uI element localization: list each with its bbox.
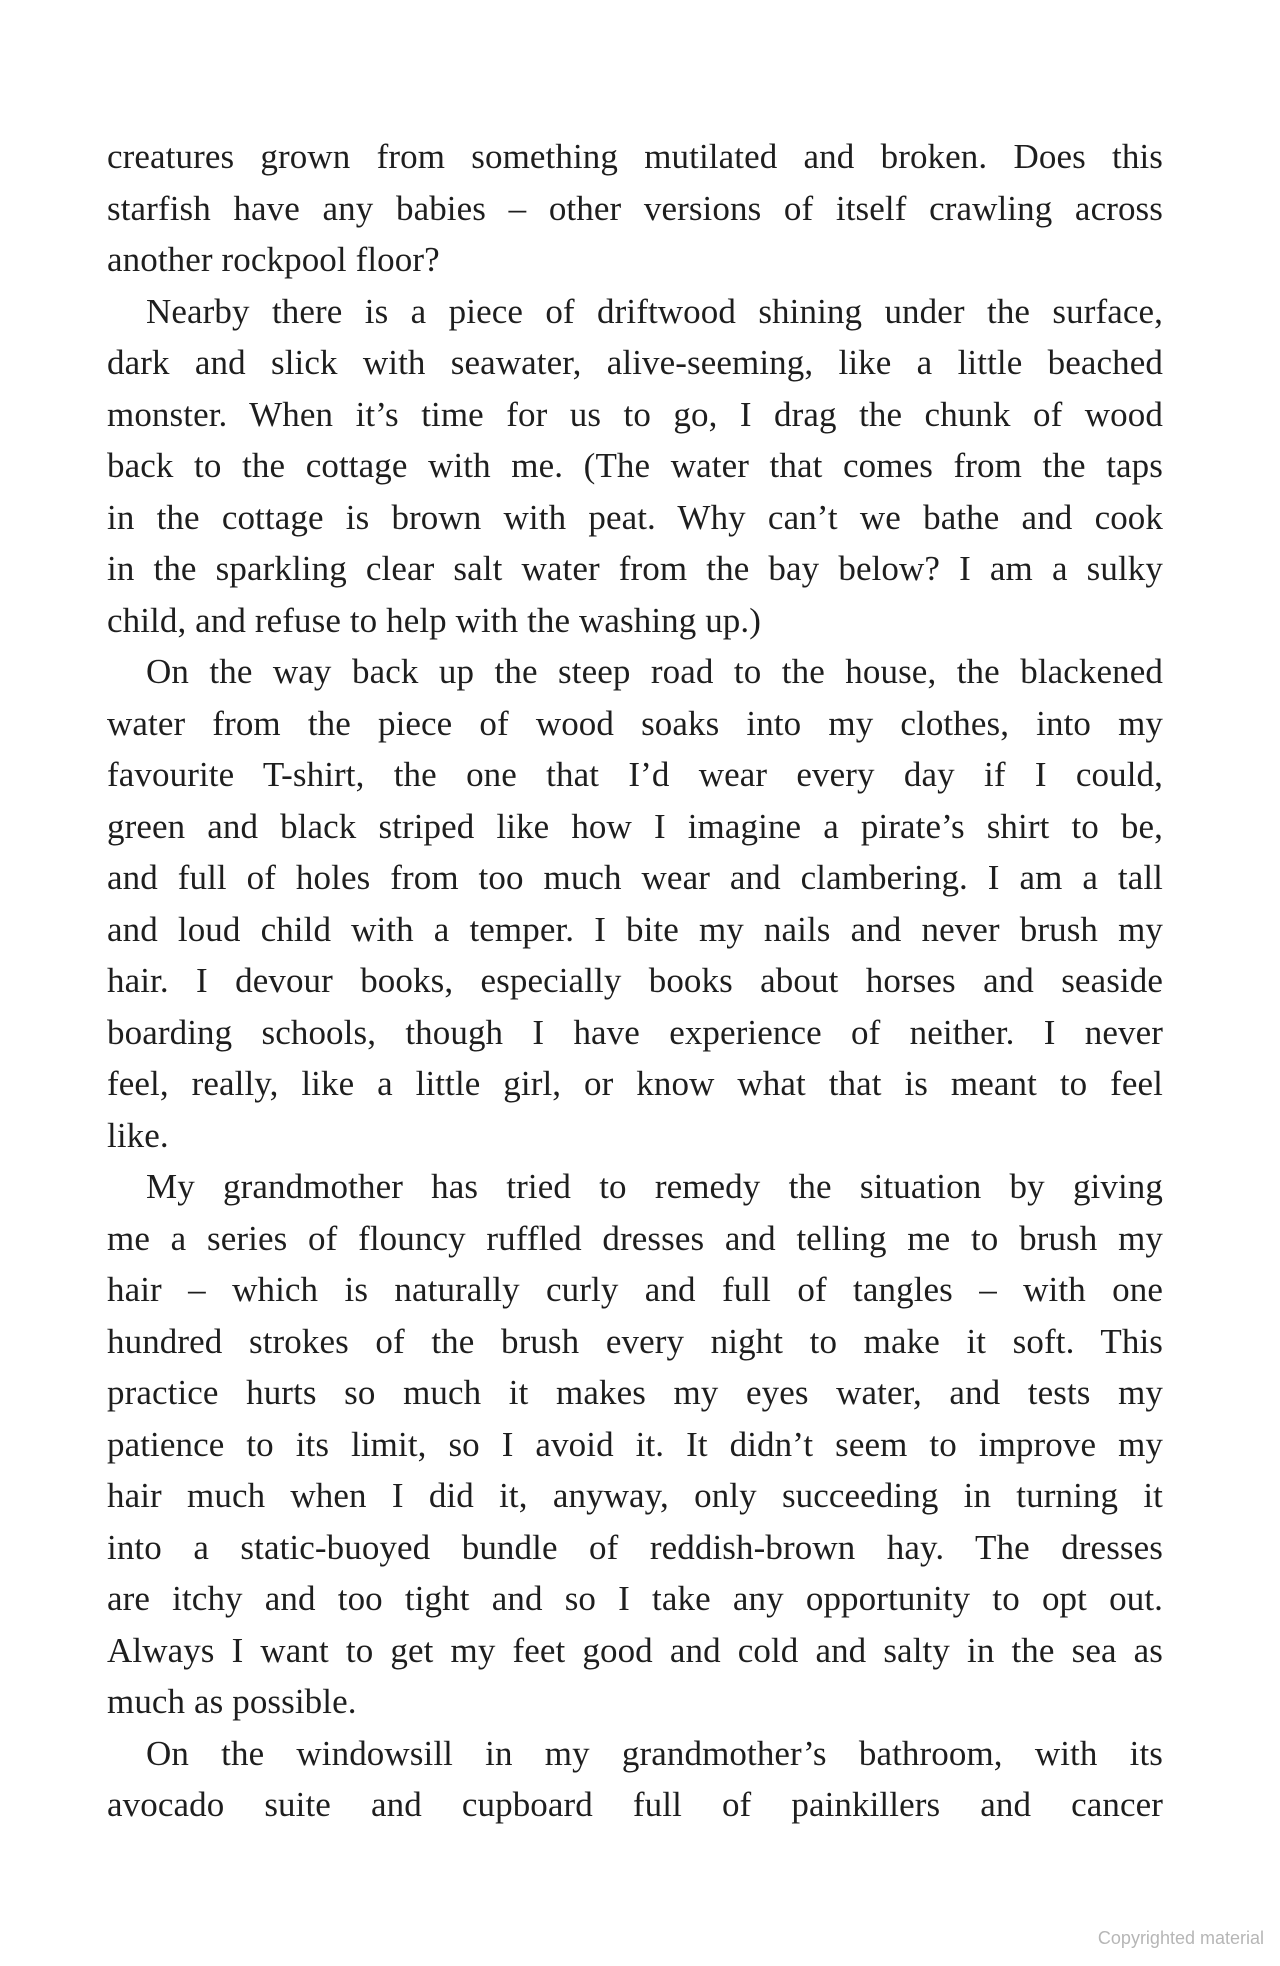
text-line: On the way back up the steep road to the house, the blackened: [146, 652, 1163, 691]
text-line: favourite T-shirt, the one that I’d wear every day if I could,: [107, 755, 1163, 794]
text-line: creatures grown from something mutilated and broken. Does this: [107, 137, 1163, 176]
text-line: My grandmother has tried to remedy the situation by giving: [146, 1167, 1163, 1206]
text-line: feel, really, like a little girl, or know what that is meant to feel: [107, 1064, 1163, 1103]
text-line: me a series of flouncy ruffled dresses and telling me to brush my: [107, 1218, 1163, 1258]
text-line: patience to its limit, so I avoid it. It didn’t seem to improve my: [107, 1424, 1163, 1464]
text-line: hair much when I did it, anyway, only succeeding in turning it: [107, 1476, 1163, 1515]
page-text-block: [107, 131, 1163, 1831]
text-line: hundred strokes of the brush every night to make it soft. This: [107, 1321, 1163, 1361]
text-line: like.: [107, 1115, 169, 1155]
text-line: and full of holes from too much wear and clambering. I am a tall: [107, 858, 1163, 897]
text-line: water from the piece of wood soaks into my clothes, into my: [107, 703, 1163, 743]
text-line: in the sparkling clear salt water from the bay below? I am a sulky: [107, 549, 1163, 588]
text-line: starfish have any babies – other versions of itself crawling across: [107, 188, 1163, 228]
text-line: monster. When it’s time for us to go, I drag the chunk of wood: [107, 394, 1163, 434]
text-line: green and black striped like how I imagine a pirate’s shirt to be,: [107, 806, 1163, 846]
text-line: another rockpool floor?: [107, 240, 440, 279]
text-line: practice hurts so much it makes my eyes water, and tests my: [107, 1373, 1163, 1412]
text-line: Nearby there is a piece of driftwood shining under the surface,: [146, 291, 1163, 331]
text-line: avocado suite and cupboard full of painkillers and cancer: [107, 1785, 1163, 1824]
text-line: child, and refuse to help with the washing up.): [107, 600, 761, 640]
text-line: dark and slick with seawater, alive-seeming, like a little beached: [107, 343, 1163, 382]
text-line: back to the cottage with me. (The water that comes from the taps: [107, 446, 1163, 485]
text-line: On the windowsill in my grandmother’s bathroom, with its: [146, 1733, 1163, 1773]
text-line: hair. I devour books, especially books about horses and seaside: [107, 961, 1163, 1000]
text-line: in the cottage is brown with peat. Why can’t we bathe and cook: [107, 497, 1163, 537]
text-line: are itchy and too tight and so I take any opportunity to opt out.: [107, 1579, 1163, 1618]
text-line: Always I want to get my feet good and cold and salty in the sea as: [107, 1630, 1163, 1670]
text-line: hair – which is naturally curly and full of tangles – with one: [107, 1270, 1163, 1309]
copyright-watermark: Copyrighted material: [1097, 1928, 1264, 1948]
text-line: much as possible.: [107, 1682, 357, 1721]
text-line: boarding schools, though I have experience of neither. I never: [107, 1012, 1163, 1052]
text-line: into a static-buoyed bundle of reddish-brown hay. The dresses: [107, 1527, 1163, 1567]
text-line: and loud child with a temper. I bite my nails and never brush my: [107, 909, 1163, 949]
